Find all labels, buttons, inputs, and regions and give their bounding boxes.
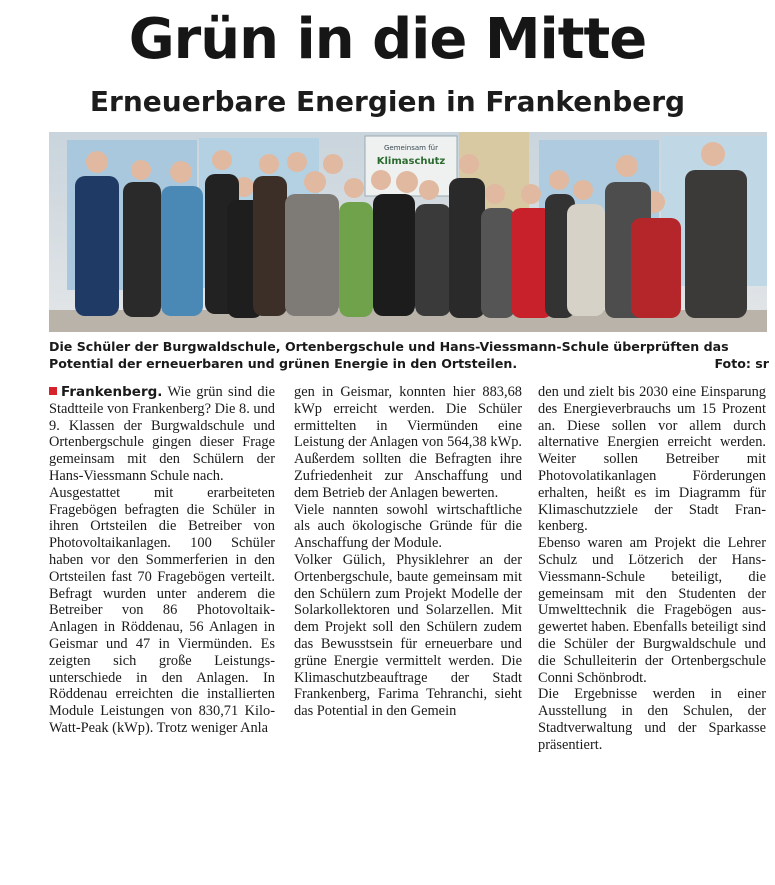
article-column-2 <box>294 384 522 720</box>
section-marker <box>49 387 57 395</box>
dateline: Frankenberg. <box>61 384 163 400</box>
article-column-1 <box>49 384 275 737</box>
paragraph: Viele nannten sowohl wirtschaftliche als auch ökologische Gründe für die Anschaffung der Module. <box>294 501 522 552</box>
headline: Grün in die Mitte <box>128 7 647 72</box>
paragraph: Volker Gülich, Physiklehrer an der Ortenbergschule, baute gemeinsam mit den Schülern zum Projekt Modelle der Solarkollektoren und Solarzellen. Mit dem Projekt soll den Schülern zudem das Bewusstsein für erneuerbare und grüne Energie vermittelt werden. Die Klimaschutzbeauftrage der Stadt Frankenberg, Farima Tehranchi, sieht das Potential in den Gemein <box>294 551 522 720</box>
paragraph-text: Wie grün sind die Stadtteile von Frankenberg? Die 8. und 9. Klassen der Burgwaldschule und Ortenbergschule gingen dieser Frage gemeinsam mit den Schülern der Hans-Viessmann Schule nach. <box>49 384 275 484</box>
photo-credit: Foto: sr <box>714 356 769 371</box>
group-photo <box>49 132 767 332</box>
paragraph: gen in Geismar, konnten hier 883,68 kWp erreicht werden. Die Schüler ermittelten in Viermünden eine Leistung der Anlagen von 564,38 kWp. Außerdem sollten die Befragten ihre Zufriedenheit zur Anschaffung und dem Betrieb der Anlagen bewerten. <box>294 384 522 501</box>
photo-caption <box>49 338 769 372</box>
subheadline: Erneuerbare Energien in Frankenberg <box>89 85 686 118</box>
paragraph: den und zielt bis 2030 eine Einsparung des Energieverbrauchs um 15 Prozent an. Diese sollen vor allem durch alternative Energien erreicht werden. Weiter sollen Betreiber mit Photovolatikanlagen Förderungen erhalten, heißt es im Diagramm für Klimaschutzziele der Stadt Frankenberg. <box>538 384 766 535</box>
paragraph: Ausgestattet mit erarbeiteten Fragebögen befragten die Schüler in ihren Ortsteilen die Betreiber von Photovoltaikanlagen. 100 Schüler haben vor den Sommerferien in den Ortsteilen fast 70 Fragebögen verteilt. Befragt wurden unter anderem die Betreiber von 86 Photovoltaik-Anlagen in Röddenau, 56 Anlagen in Geismar und 47 in Viermünden. Es zeigten sich große Leistungsunterschiede in den Anlagen. In Röddenau erreichten die installierten Module Leistungen von 830,71 Kilo-Watt-Peak (kWp). Trotz weniger Anla <box>49 484 275 736</box>
article-column-3 <box>538 384 766 754</box>
paragraph: Ebenso waren am Projekt die Lehrer Schulz und Lötzerich der Hans-Viessmann-Schule beteiligt, die gemeinsam mit den Studenten der Umwelttechnik die Fragebögen ausgewertet haben. Ebenfalls beteiligt sind die Schüler der Burgwaldschule und die Schulleiterin der Ortenbergschule Conni Schönbrodt. <box>538 535 766 686</box>
paragraph <box>49 384 275 485</box>
poster-line-1: Gemeinsam für <box>384 144 438 152</box>
paragraph: Die Ergebnisse werden in einer Ausstellung in den Schulen, der Stadtverwaltung und der Sparkasse präsentiert. <box>538 686 766 753</box>
caption-text: Die Schüler der Burgwaldschule, Ortenbergschule und Hans-Viessmann-Schule überprüften das Potential der erneuerbaren und grünen Energie in den Ortsteilen. <box>49 339 729 371</box>
poster-line-2: Klimaschutz <box>376 156 446 167</box>
